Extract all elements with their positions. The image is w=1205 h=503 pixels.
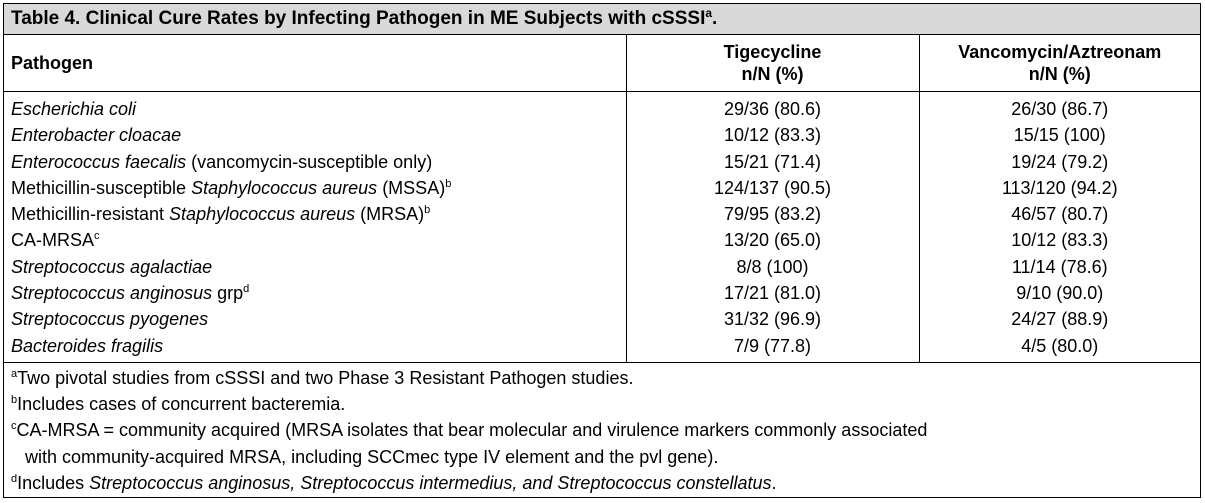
header-pathogen xyxy=(4,35,626,92)
table-row xyxy=(4,254,1200,280)
vancomycin-cell: 11/14 (78.6) xyxy=(919,254,1200,280)
footnote-d-text-pre: Includes xyxy=(17,472,90,493)
pathogen-cell xyxy=(4,227,626,253)
table-row xyxy=(4,122,1200,148)
footnote-c-text-line2: with community-acquired MRSA, including SCCmec type IV element and the pvl gene). xyxy=(25,446,719,467)
footnote-d-italic: Streptococcus anginosus, Streptococcus intermedius, and Streptococcus constellatus xyxy=(89,472,772,493)
tigecycline-cell: 17/21 (81.0) xyxy=(626,280,919,306)
tigecycline-cell: 31/32 (96.9) xyxy=(626,306,919,332)
table-row xyxy=(4,333,1200,363)
table-row xyxy=(4,175,1200,201)
vancomycin-cell: 24/27 (88.9) xyxy=(919,306,1200,332)
tigecycline-cell: 15/21 (71.4) xyxy=(626,149,919,175)
tigecycline-cell: 79/95 (83.2) xyxy=(626,201,919,227)
pathogen-suffix: (vancomycin-susceptible only) xyxy=(186,151,433,172)
vancomycin-cell: 4/5 (80.0) xyxy=(919,333,1200,363)
pathogen-italic: Enterobacter cloacae xyxy=(11,125,182,146)
table-title xyxy=(4,4,1200,35)
table-body xyxy=(4,92,1200,363)
footnote-c-continued xyxy=(11,444,1200,470)
header-tigecycline xyxy=(626,35,919,92)
footnote-d xyxy=(11,470,1200,496)
vancomycin-cell: 15/15 (100) xyxy=(919,122,1200,148)
header-tigecycline-line1: Tigecycline xyxy=(723,42,822,62)
footnote-c-mark: c xyxy=(11,420,17,433)
footnote-d-mark: d xyxy=(11,472,18,485)
vancomycin-cell: 46/57 (80.7) xyxy=(919,201,1200,227)
header-row xyxy=(4,35,1200,92)
table-row xyxy=(4,149,1200,175)
header-vancomycin-line2: n/N (%) xyxy=(1028,64,1091,84)
footnote-c xyxy=(11,417,1200,443)
footnote-a-mark: a xyxy=(11,367,18,380)
pathogen-cell xyxy=(4,175,626,201)
pathogen-italic: Streptococcus pyogenes xyxy=(11,309,209,330)
tigecycline-cell: 7/9 (77.8) xyxy=(626,333,919,363)
footnote-d-text-post: . xyxy=(771,472,777,493)
table-row xyxy=(4,280,1200,306)
pathogen-prefix: Methicillin-susceptible xyxy=(11,177,192,198)
table-row xyxy=(4,306,1200,332)
pathogen-italic: Escherichia coli xyxy=(11,99,137,119)
clinical-cure-table xyxy=(3,3,1201,498)
pathogen-prefix: CA-MRSA xyxy=(11,230,95,251)
pathogen-suffix: (MSSA) xyxy=(377,177,446,198)
data-table xyxy=(4,35,1200,363)
vancomycin-cell: 9/10 (90.0) xyxy=(919,280,1200,306)
table-row xyxy=(4,92,1200,123)
pathogen-footnote-mark: c xyxy=(94,230,100,243)
tigecycline-cell: 10/12 (83.3) xyxy=(626,122,919,148)
header-tigecycline-line2: n/N (%) xyxy=(741,64,804,84)
table-title-footnote-mark: a xyxy=(705,6,713,20)
pathogen-italic: Staphylococcus aureus xyxy=(191,177,378,198)
pathogen-footnote-mark: b xyxy=(445,177,452,190)
footnote-a xyxy=(11,365,1200,391)
tigecycline-cell: 13/20 (65.0) xyxy=(626,227,919,253)
pathogen-suffix: (MRSA) xyxy=(355,204,425,225)
table-title-text: Table 4. Clinical Cure Rates by Infecting Pathogen in ME Subjects with cSSSI xyxy=(11,8,706,29)
pathogen-cell xyxy=(4,92,626,123)
pathogen-italic: Enterococcus faecalis xyxy=(11,151,187,172)
footnote-b xyxy=(11,391,1200,417)
table-title-end: . xyxy=(712,8,718,29)
vancomycin-cell: 19/24 (79.2) xyxy=(919,149,1200,175)
footnote-b-mark: b xyxy=(11,394,18,407)
table-row xyxy=(4,201,1200,227)
pathogen-footnote-mark: b xyxy=(424,204,431,217)
vancomycin-cell: 10/12 (83.3) xyxy=(919,227,1200,253)
pathogen-cell xyxy=(4,149,626,175)
pathogen-prefix: Methicillin-resistant xyxy=(11,204,170,225)
header-vancomycin-line1: Vancomycin/Aztreonam xyxy=(958,42,1162,62)
tigecycline-cell: 8/8 (100) xyxy=(626,254,919,280)
pathogen-cell xyxy=(4,122,626,148)
footnotes xyxy=(4,363,1200,496)
pathogen-cell xyxy=(4,254,626,280)
vancomycin-cell: 113/120 (94.2) xyxy=(919,175,1200,201)
pathogen-cell xyxy=(4,280,626,306)
pathogen-cell xyxy=(4,306,626,332)
pathogen-italic: Bacteroides fragilis xyxy=(11,335,164,356)
footnote-a-text: Two pivotal studies from cSSSI and two Phase 3 Resistant Pathogen studies. xyxy=(17,367,634,388)
vancomycin-cell: 26/30 (86.7) xyxy=(919,92,1200,123)
table-row xyxy=(4,227,1200,253)
pathogen-footnote-mark: d xyxy=(243,283,250,296)
header-vancomycin xyxy=(919,35,1200,92)
pathogen-suffix: grp xyxy=(212,283,244,304)
pathogen-italic: Streptococcus agalactiae xyxy=(11,256,213,277)
footnote-c-text-line1: CA-MRSA = community acquired (MRSA isolates that bear molecular and virulence markers commonly associated xyxy=(16,420,928,441)
pathogen-cell xyxy=(4,333,626,363)
pathogen-italic: Staphylococcus aureus xyxy=(169,204,356,225)
header-pathogen-label: Pathogen xyxy=(11,53,94,73)
pathogen-italic: Streptococcus anginosus xyxy=(11,283,213,304)
pathogen-cell xyxy=(4,201,626,227)
tigecycline-cell: 29/36 (80.6) xyxy=(626,92,919,123)
footnote-b-text: Includes cases of concurrent bacteremia. xyxy=(17,394,346,415)
tigecycline-cell: 124/137 (90.5) xyxy=(626,175,919,201)
